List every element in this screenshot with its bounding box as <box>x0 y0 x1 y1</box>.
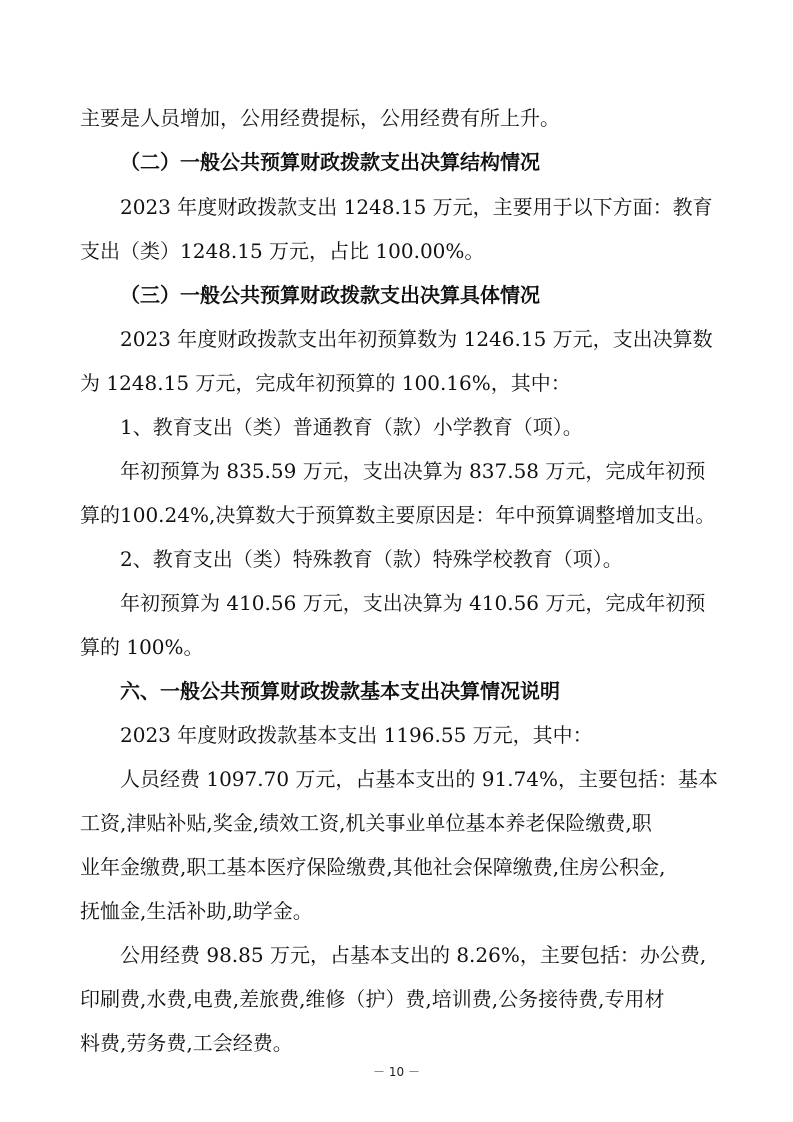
section-heading-basic-expenditure: 六、一般公共预算财政拨款基本支出决算情况说明 <box>120 679 560 703</box>
paragraph-line: 公用经费 98.85 万元，占基本支出的 8.26%，主要包括：办公费, <box>120 943 707 967</box>
paragraph-line: 2023 年度财政拨款支出 1248.15 万元，主要用于以下方面：教育 <box>120 195 713 219</box>
section-heading-structure: （二）一般公共预算财政拨款支出决算结构情况 <box>120 150 540 174</box>
paragraph-line: 2023 年度财政拨款支出年初预算数为 1246.15 万元，支出决算数 <box>120 327 713 351</box>
paragraph-line: 2023 年度财政拨款基本支出 1196.55 万元，其中： <box>120 723 593 747</box>
page-number: － 10 － <box>373 1065 420 1079</box>
section-heading-detail: （三）一般公共预算财政拨款支出决算具体情况 <box>120 283 540 307</box>
paragraph-line: 年初预算为 410.56 万元，支出决算为 410.56 万元，完成年初预 <box>120 591 706 615</box>
paragraph-line: 抚恤金,生活补助,助学金。 <box>80 899 313 923</box>
list-item-line: 1、教育支出（类）普通教育（款）小学教育（项）。 <box>120 415 583 439</box>
paragraph-line: 为 1248.15 万元，完成年初预算的 100.16%，其中： <box>80 371 571 395</box>
paragraph-line: 料费,劳务费,工会经费。 <box>80 1031 293 1055</box>
paragraph-line: 人员经费 1097.70 万元，占基本支出的 91.74%，主要包括：基本 <box>120 767 719 791</box>
paragraph-line: 算的100.24%,决算数大于预算数主要原因是：年中预算调整增加支出。 <box>80 503 716 527</box>
paragraph-line: 年初预算为 835.59 万元，支出决算为 837.58 万元，完成年初预 <box>120 459 706 483</box>
paragraph-line: 主要是人员增加，公用经费提标，公用经费有所上升。 <box>80 106 560 130</box>
paragraph-line: 印刷费,水费,电费,差旅费,维修（护）费,培训费,公务接待费,专用材 <box>80 987 665 1011</box>
paragraph-line: 工资,津贴补贴,奖金,绩效工资,机关事业单位基本养老保险缴费,职 <box>80 811 652 835</box>
paragraph-line: 支出（类）1248.15 万元，占比 100.00%。 <box>80 239 485 263</box>
paragraph-line: 算的 100%。 <box>80 635 204 659</box>
paragraph-line: 业年金缴费,职工基本医疗保险缴费,其他社会保障缴费,住房公积金, <box>80 855 666 879</box>
list-item-line: 2、教育支出（类）特殊教育（款）特殊学校教育（项）。 <box>120 547 623 571</box>
